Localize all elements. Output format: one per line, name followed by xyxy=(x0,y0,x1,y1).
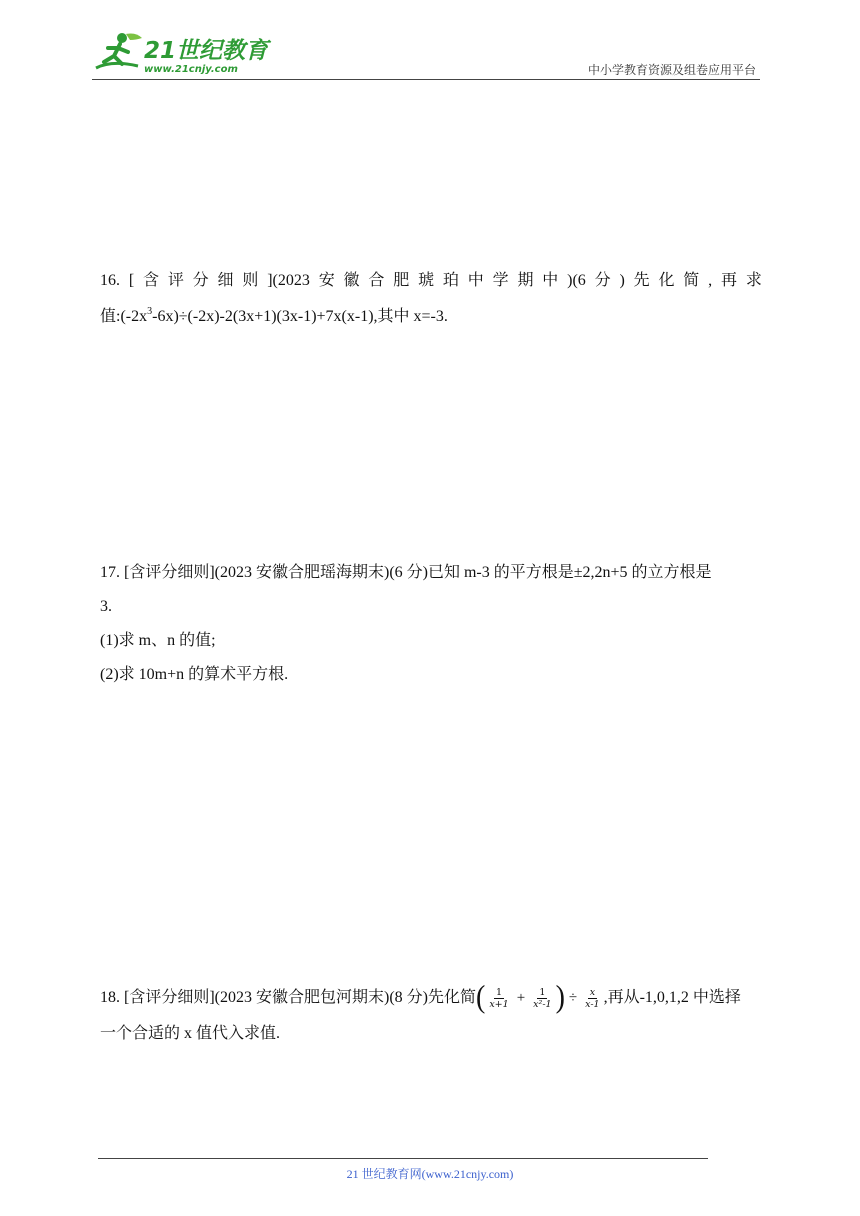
question-18-line-1 xyxy=(100,980,762,1016)
question-17-line-1: 17. [含评分细则](2023 安徽合肥瑶海期末)(6 分)已知 m-3 的平方根是±2,2n+5 的立方根是 xyxy=(100,564,712,581)
q16-token: ](2023 xyxy=(267,272,310,289)
q18-paren-close: ) xyxy=(555,979,565,1016)
question-18-line-2: 一个合适的 x 值代入求值. xyxy=(100,1025,281,1043)
q16-token: 16. xyxy=(100,272,120,289)
question-18 xyxy=(100,980,762,1052)
q16-token: 徽 xyxy=(343,272,360,289)
q16-token: 则 xyxy=(242,272,259,289)
q16-token: 先 xyxy=(633,272,650,289)
q16-token: 合 xyxy=(368,272,385,289)
q16-token: 珀 xyxy=(442,272,459,289)
q18-paren-open: ( xyxy=(475,979,486,1016)
footer-divider xyxy=(98,1158,708,1159)
q18-prefix: 18. [含评分细则](2023 安徽合肥包河期末)(8 分)先化简 xyxy=(100,989,476,1006)
question-17-line-2: 3. xyxy=(100,598,112,615)
q16-token: 学 xyxy=(492,272,509,289)
question-16-line-2 xyxy=(100,299,762,335)
q16-expr-start: 值:(-2x xyxy=(100,308,148,325)
q18-fraction-1 xyxy=(487,987,510,1010)
q16-token: 期 xyxy=(517,272,534,289)
question-16 xyxy=(100,263,762,335)
q16-token: 肥 xyxy=(393,272,410,289)
q16-token: , xyxy=(708,272,713,289)
q18-plus: + xyxy=(516,990,526,1007)
q18-frac1-denominator: x+1 xyxy=(489,998,509,1010)
q18-suffix: ,再从-1,0,1,2 中选择 xyxy=(603,989,741,1006)
question-17-part-1: (1)求 m、n 的值; xyxy=(100,632,216,649)
q16-token: 琥 xyxy=(418,272,435,289)
q16-token: [ xyxy=(128,272,135,289)
header-slogan: 中小学教育资源及组卷应用平台 xyxy=(587,63,756,77)
q16-exponent: 3 xyxy=(147,306,153,317)
q16-token: 中 xyxy=(467,272,484,289)
q16-token: )(6 xyxy=(567,272,586,289)
q18-frac1-numerator: 1 xyxy=(495,986,503,998)
q18-divide: ÷ xyxy=(568,990,578,1007)
q16-token: 细 xyxy=(217,272,234,289)
site-logo xyxy=(92,30,269,80)
q18-frac2-numerator: 1 xyxy=(539,986,546,998)
logo-text: 21世纪教育 xyxy=(144,38,269,64)
logo-url: www.21cnjy.com xyxy=(144,64,238,75)
q16-token: 含 xyxy=(142,272,159,289)
q18-frac3-numerator: x xyxy=(589,986,596,998)
header-divider xyxy=(92,79,760,80)
q16-token: 求 xyxy=(745,272,762,289)
question-16-line-1 xyxy=(100,263,762,299)
q18-frac2-denominator: x²-1 xyxy=(533,998,552,1010)
q16-token: 分 xyxy=(594,272,611,289)
q16-token: ) xyxy=(619,272,625,289)
footer-link[interactable]: 21 世纪教育网(www.21cnjy.com) xyxy=(346,1167,514,1181)
q18-frac3-denominator: x-1 xyxy=(585,998,600,1010)
q18-fraction-3 xyxy=(583,987,601,1010)
q16-expr-end: -6x)÷(-2x)-2(3x+1)(3x-1)+7x(x-1),其中 x=-3. xyxy=(152,308,448,325)
question-17 xyxy=(100,556,762,692)
q16-token: 安 xyxy=(318,272,335,289)
q16-token: 分 xyxy=(192,272,209,289)
q16-token: 化 xyxy=(658,272,675,289)
q16-token: 中 xyxy=(542,272,559,289)
q16-token: 再 xyxy=(720,272,737,289)
q18-expression xyxy=(476,980,604,1016)
q18-fraction-2 xyxy=(531,987,553,1010)
q16-token: 简 xyxy=(683,272,700,289)
runner-logo-icon xyxy=(92,30,144,76)
q16-token: 评 xyxy=(167,272,184,289)
question-17-part-2: (2)求 10m+n 的算术平方根. xyxy=(100,666,289,683)
